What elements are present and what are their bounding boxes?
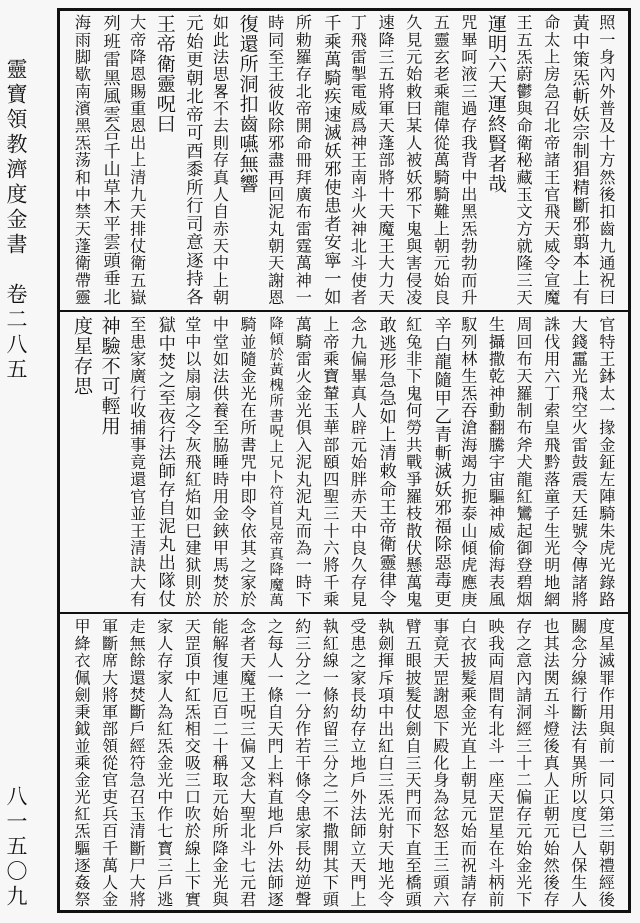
text-column: 速降三五將軍天蓬部將十天魔王大力天 (375, 14, 395, 306)
text-column: 騎並隨金光在所書咒中即令依其之家於 (237, 316, 257, 608)
text-column: 黃中策炁斬妖宗制猖精斷邪翦本上有 (568, 14, 589, 306)
text-column: 甲絳衣佩劍秉鉞並乘金光紅炁驅逐姦祭 (72, 618, 91, 908)
text-column: 萬騎雷火金光俱入泥丸泥丸而為一時下 (292, 316, 312, 608)
text-column: 照一身內外普及十方然後扣齒九通祝曰 (596, 14, 616, 306)
text-column: 中堂如法供養至脇睡時用金鋏甲馬焚於 (210, 316, 229, 608)
text-column: 受患之家長幼存立地戶外法師立天門上 (348, 618, 367, 908)
page-number: 八一五〇九 (4, 785, 28, 910)
text-column: 如此法思畧不去則存真人自赤天中上朝 (210, 14, 229, 306)
text-column: 度星存思 (71, 316, 93, 396)
text-column: 能解復連厄百二十稱取元始所降金光與 (210, 618, 229, 908)
text-column: 千乘萬騎疾速滅妖邪使患者安寧一如 (320, 14, 341, 306)
text-column: 執紅線一條約留三分之二不撒開其下頭 (320, 618, 340, 908)
text-column: 神驗不可輕用 (98, 316, 121, 436)
text-column: 軍斷席大將軍部領從官吏兵百千萬人金 (99, 618, 119, 908)
text-column: 列班雷黑風雲合千山草木平雲頭垂北 (99, 14, 120, 306)
text-column: 白衣披髮乘金光直上朝見元始而祝請存 (458, 618, 478, 908)
text-column: 王帝衛靈呪曰 (153, 14, 176, 134)
text-column: 也其法関五斗燈後真人正朝元始然後存 (541, 618, 561, 908)
text-column: 執劍揮斥項中出紅白三炁光射天地光令 (375, 618, 395, 908)
text-column: 復還所洞扣齒嚥無響 (236, 14, 259, 194)
text-column: 所勅羅存北帝開命冊拜廣布雷霆萬神一 (292, 14, 312, 306)
text-column: 念者天魔王呪三偏又念大聖北斗七元君 (237, 618, 257, 908)
text-column: 堂中以扇扇之令灰飛紅焰如巳建狱則於 (182, 316, 202, 608)
text-column: 家人存家人為紅炁金光中作七寳三戶逃 (154, 618, 174, 908)
text-column: 臂五眼披髮仗劍自三天門而下直至橋頭 (403, 618, 423, 908)
text-column: 生攝撒乾神動翻騰宇宙驅神威偷海表風 (486, 316, 505, 608)
text-column: 五靈玄老乘龍偉從萬騎騎難上朝元始良 (430, 14, 450, 306)
text-column: 至患家廣行收捕事竟還官並王清訣大有 (127, 316, 147, 608)
text-column: 映我両眉間有北斗一座天罡星在斗柄前 (486, 618, 505, 908)
text-column: 咒畢呵液三過存我背中出黑炁勃勃而升 (458, 14, 478, 306)
text-column: 獄中焚之至夜行法師存自泥丸出隊仗 (154, 316, 175, 608)
text-column: 念九偏畢真人辟元始胖赤天中良久存見 (348, 316, 367, 608)
text-column: 命太上房急召北帝諸王官飛天威令宣魔 (541, 14, 561, 306)
text-column: 王五炁蔚鬱與命衛秘藏玉文方就隆三天 (513, 14, 533, 306)
text-column: 約三分之一分作若干條令患家長幼逆聲 (292, 618, 312, 908)
text-column: 關念分線行斷法有異所以度已人保生人 (568, 618, 588, 908)
text-column: 存之意內請洞經三十二偏存元始金光下 (513, 618, 533, 908)
section-divider-1 (57, 310, 631, 312)
book-title: 靈寶領教濟度金書 卷二八五 (4, 58, 28, 383)
text-column: 運明六天運終賢者哉 (485, 14, 507, 194)
text-column: 走無餘還焚斷戶經符急召玉清斷尸大將 (127, 618, 147, 908)
text-column: 天罡頂中紅炁相交吸三口吹於線上下實 (182, 618, 202, 908)
text-column: 度星滅罪作用與前一同只第三朝禮經後 (596, 618, 616, 908)
text-column: 丁飛雷掣電威爲神王南斗火神北斗使者 (348, 14, 367, 306)
text-column: 馭列林生炁吞滄海竭力扼泰山傾虎應庚 (458, 316, 478, 608)
text-column: 上帝乘寶輦玉華部頤四聖三十六將千乘 (320, 316, 340, 608)
text-column: 敢逃形急急如上清敕命王帝衛靈律令 (375, 316, 396, 608)
text-column: 元始更朝北帝可酉黍所行司意逐持各 (182, 14, 203, 306)
text-column: 誅伐用六丁索皇飛黔落童子生光明地網 (541, 316, 561, 608)
text-column: 之每人一條自天門上料直地戶外法師逐 (265, 618, 285, 908)
text-column: 久見元始敕曰某人被妖邪下鬼與害侵凌 (403, 14, 423, 306)
text-column: 大帝降恩賜重恩出上清九天排仗衛五嶽 (127, 14, 147, 306)
text-column: 官特王鉢太一掾金鉦左陣騎朱虎光錄路 (596, 316, 616, 608)
text-column: 海雨脚歇南濱黑炁荡和中禁天蓬衛帶靈 (72, 14, 91, 306)
section-divider-2 (57, 612, 631, 614)
text-column: 時同至王彼收除邪盡再回泥丸朝天謝恩 (265, 14, 285, 306)
text-column: 降傾於黃槐所書呪上兄卜符首見帝真降魔萬 (267, 316, 284, 608)
text-column: 周回布天羅制布斧犬龍紅鸞起御登碧烟 (513, 316, 533, 608)
text-column: 紅兔非下鬼何勞共戰爭羅枝散伏懸萬鬼 (403, 316, 423, 608)
text-column: 事竟天罡謝恩下殿化身為忿怒王三頭六 (430, 618, 450, 908)
text-column: 辛白龍隨甲乙青斬滅妖邪福除惡毒更 (430, 316, 451, 608)
text-column: 大錢靁光飛空火雷鼓震天廷號令傳諸將 (568, 316, 588, 608)
